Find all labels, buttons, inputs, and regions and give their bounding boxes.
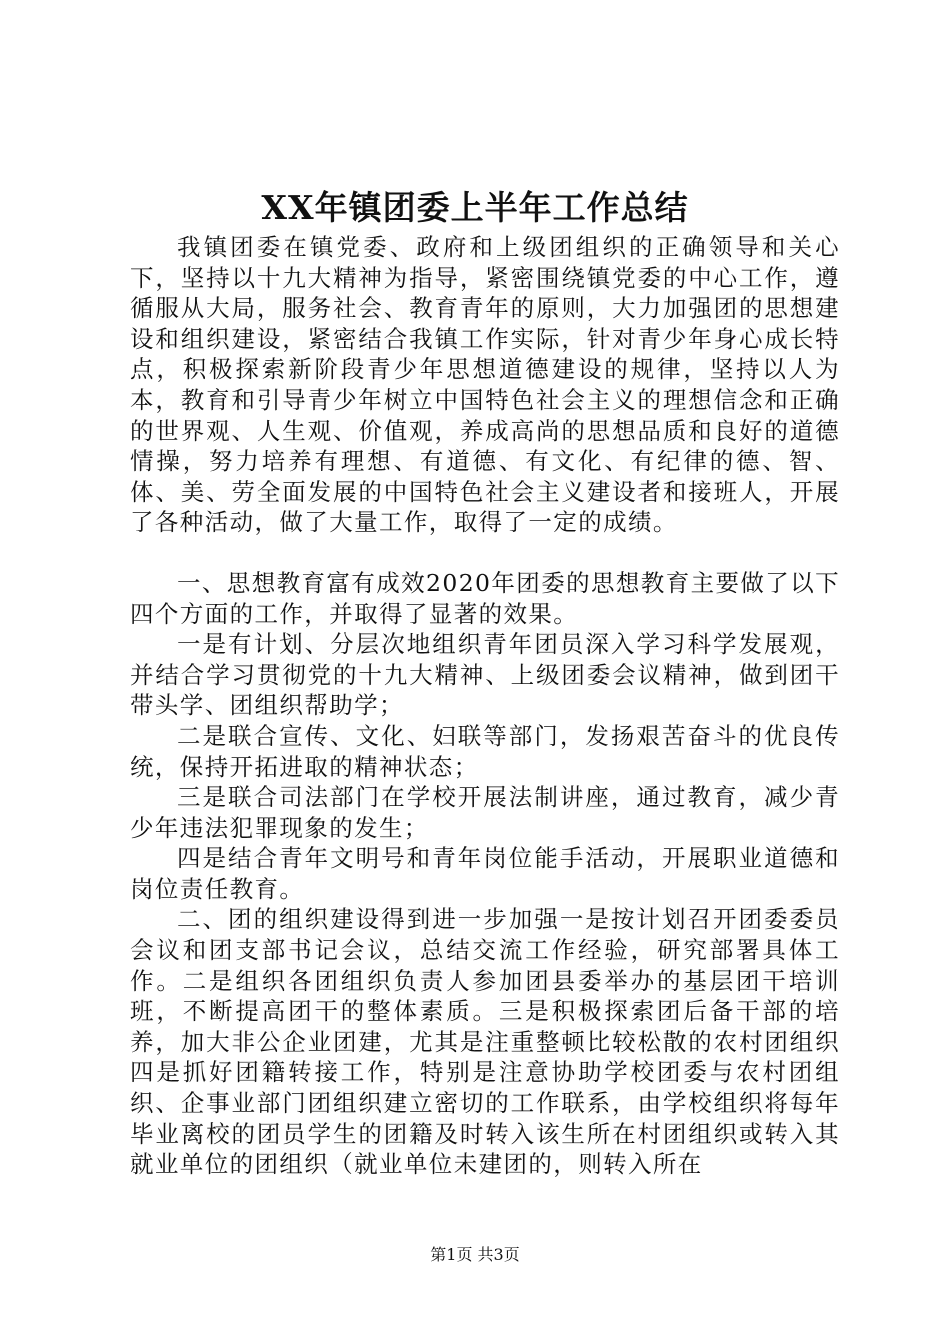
paragraph-section-2: 二、团的组织建设得到进一步加强一是按计划召开团委委员会议和团支部书记会议，总结交流工作经验，研究部署具体工作。二是组织各团组织负责人参加团县委举办的基层团干培训班，不断提高团干的整体素质。三是积极探索团后备干部的培养，加大非公企业团建，尤其是注重整顿比较松散的农村团组织四是抓好团籍转接工作，特别是注意协助学校团委与农村团组织、企事业部门团组织建立密切的工作联系，由学校组织将每年毕业离校的团员学生的团籍及时转入该生所在村团组织或转入其就业单位的团组织（就业单位未建团的，则转入所在 [130,905,840,1179]
paragraph-intro: 我镇团委在镇党委、政府和上级团组织的正确领导和关心下，坚持以十九大精神为指导，紧密围绕镇党委的中心工作，遵循服从大局，服务社会、教育青年的原则，大力加强团的思想建设和组织建设，紧密结合我镇工作实际，针对青少年身心成长特点，积极探索新阶段青少年思想道德建设的规律，坚持以人为本，教育和引导青少年树立中国特色社会主义的理想信念和正确的世界观、人生观、价值观，养成高尚的思想品质和良好的道德情操，努力培养有理想、有道德、有文化、有纪律的德、智、体、美、劳全面发展的中国特色社会主义建设者和接班人，开展了各种活动，做了大量工作，取得了一定的成绩。 [130,233,840,537]
paragraph-item-2: 二是联合宣传、文化、妇联等部门，发扬艰苦奋斗的优良传统，保持开拓进取的精神状态； [130,721,840,781]
document-body [130,232,840,1180]
paragraph-item-1: 一是有计划、分层次地组织青年团员深入学习科学发展观，并结合学习贯彻党的十九大精神、上级团委会议精神，做到团干带头学、团组织帮助学； [130,630,840,720]
paragraph-item-3: 三是联合司法部门在学校开展法制讲座，通过教育，减少青少年违法犯罪现象的发生； [130,783,840,842]
document-title: XX年镇团委上半年工作总结 [261,188,689,227]
page-footer: 第1页 共3页 [430,1245,520,1264]
paragraph-item-4: 四是结合青年文明号和青年岗位能手活动，开展职业道德和岗位责任教育。 [130,844,840,903]
paragraph-section-1: 一、思想教育富有成效2020年团委的思想教育主要做了以下四个方面的工作，并取得了显著的效果。 [130,568,841,628]
